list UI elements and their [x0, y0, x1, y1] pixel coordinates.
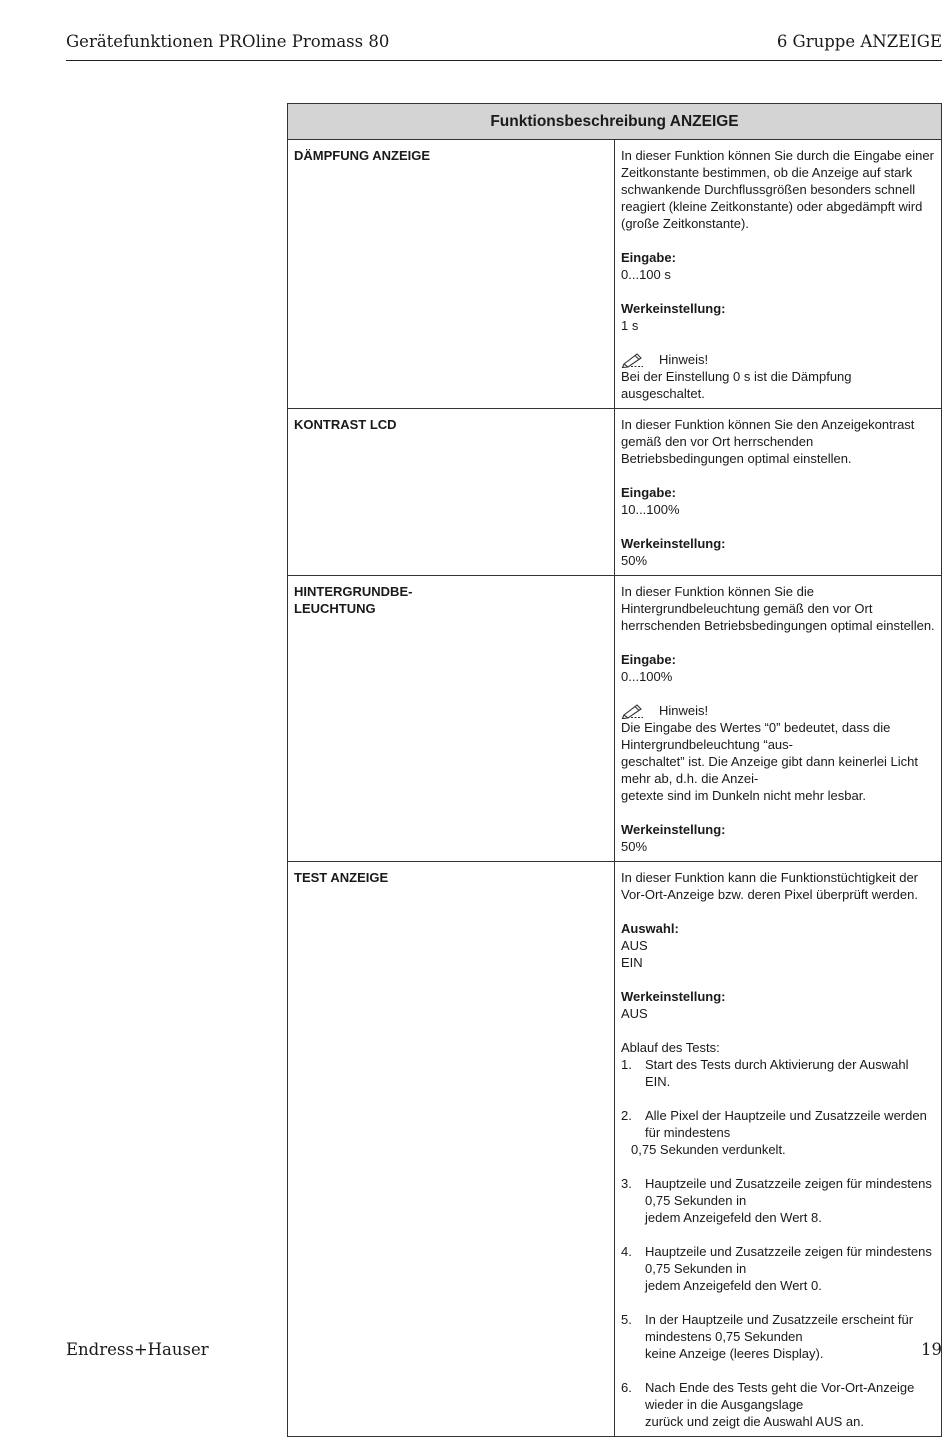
default-value: 50%	[621, 553, 648, 568]
default-label: Werkeinstellung:	[621, 822, 726, 837]
input-value: 10...100%	[621, 502, 680, 517]
pencil-icon	[621, 351, 645, 368]
pencil-icon	[621, 702, 645, 719]
input-label: Eingabe:	[621, 652, 676, 667]
note-text-line: Die Eingabe des Wertes “0” bedeutet, dass die Hintergrundbeleuchtung “aus-	[621, 720, 891, 752]
header-section: 6 Gruppe ANZEIGE	[776, 32, 942, 51]
function-table	[287, 103, 942, 1437]
function-name: KONTRAST LCD	[288, 409, 615, 576]
input-label: Eingabe:	[621, 250, 676, 265]
default-label: Werkeinstellung:	[621, 301, 726, 316]
input-value: 0...100 s	[621, 267, 671, 282]
note-title: Hinweis!	[659, 703, 709, 718]
input-label: Eingabe:	[621, 485, 676, 500]
function-name: DÄMPFUNG ANZEIGE	[288, 140, 615, 409]
default-label: Werkeinstellung:	[621, 536, 726, 551]
steps-title: Ablauf des Tests:	[621, 1040, 720, 1055]
test-steps-list	[621, 1056, 935, 1430]
function-name: HINTERGRUNDBE- LEUCHTUNG	[288, 576, 615, 862]
page-number: 19	[921, 1340, 942, 1359]
description-text: In dieser Funktion können Sie die Hintergrundbeleuchtung gemäß den vor Ort herrschenden Betriebsbedingungen optimal einstellen.	[621, 584, 935, 633]
description-text: In dieser Funktion können Sie durch die Eingabe einer Zeitkonstante bestimmen, ob die Anzeige auf stark schwankende Durchflussgrößen besonders schnell reagiert (kleine Zeitkonstante) oder abgedämpft wird (große Zeitkonstante).	[621, 148, 934, 231]
list-item: 2. Alle Pixel der Hauptzeile und Zusatzzeile werden für mindestens 0,75 Sekunden verdunkelt.	[621, 1108, 927, 1157]
default-value: AUS	[621, 1006, 648, 1021]
note-text: Bei der Einstellung 0 s ist die Dämpfung ausgeschaltet.	[621, 369, 852, 401]
page-header	[66, 30, 942, 61]
note-text-line: geschaltet” ist. Die Anzeige gibt dann keinerlei Licht mehr ab, d.h. die Anzei-	[621, 754, 919, 786]
function-description	[615, 140, 942, 409]
note-block	[621, 702, 935, 804]
function-name: TEST ANZEIGE	[288, 862, 615, 1437]
list-item: 4. Hauptzeile und Zusatzzeile zeigen für mindestens 0,75 Sekunden in jedem Anzeigefeld den Wert 0.	[621, 1244, 932, 1293]
default-label: Werkeinstellung:	[621, 989, 726, 1004]
select-option: EIN	[621, 955, 643, 970]
function-description	[615, 576, 942, 862]
table-row	[288, 140, 942, 409]
page-footer	[66, 1340, 942, 1364]
default-value: 50%	[621, 839, 648, 854]
header-title: Gerätefunktionen PROline Promass 80	[66, 32, 390, 51]
list-item: 1. Start des Tests durch Aktivierung der Auswahl EIN.	[621, 1057, 909, 1089]
table-row	[288, 576, 942, 862]
function-description	[615, 409, 942, 576]
note-block	[621, 351, 935, 402]
select-label: Auswahl:	[621, 921, 679, 936]
select-option: AUS	[621, 938, 648, 953]
note-title: Hinweis!	[659, 352, 709, 367]
note-text-line: getexte sind im Dunkeln nicht mehr lesbar.	[621, 788, 866, 803]
company-logo: Endress+Hauser	[66, 1340, 209, 1359]
list-item: 6. Nach Ende des Tests geht die Vor-Ort-Anzeige wieder in die Ausgangslage zurück und zeigt die Auswahl AUS an.	[621, 1380, 915, 1429]
table-title: Funktionsbeschreibung ANZEIGE	[288, 104, 942, 140]
input-value: 0...100%	[621, 669, 673, 684]
list-item: 5. In der Hauptzeile und Zusatzzeile erscheint für mindestens 0,75 Sekunden keine Anzeige (leeres Display).	[621, 1312, 914, 1361]
description-text: In dieser Funktion kann die Funktionstüchtigkeit der Vor-Ort-Anzeige bzw. deren Pixel überprüft werden.	[621, 870, 919, 902]
default-value: 1 s	[621, 318, 639, 333]
table-row	[288, 409, 942, 576]
list-item: 3. Hauptzeile und Zusatzzeile zeigen für mindestens 0,75 Sekunden in jedem Anzeigefeld den Wert 8.	[621, 1176, 932, 1225]
description-text: In dieser Funktion können Sie den Anzeigekontrast gemäß den vor Ort herrschenden Betriebsbedingungen optimal einstellen.	[621, 417, 915, 466]
